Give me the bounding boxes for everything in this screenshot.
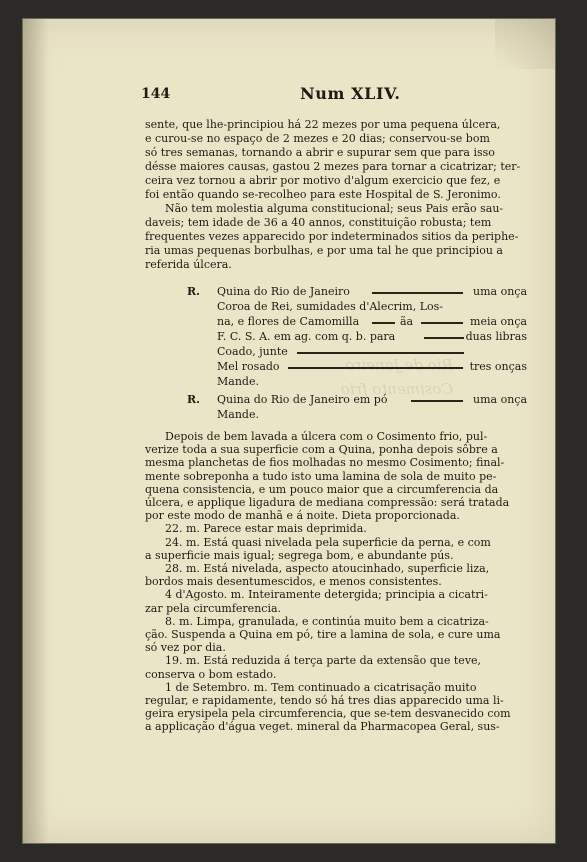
prescription-dose: meia onça bbox=[470, 315, 527, 328]
treatment-line: só vez por dia. bbox=[145, 641, 226, 655]
prescription-text: na, e flores de Camomilla bbox=[217, 315, 360, 328]
prescription-dose: uma onça bbox=[473, 393, 527, 406]
prescription-row bbox=[145, 314, 527, 329]
prescription-text: Coado, junte bbox=[217, 345, 288, 358]
intro-line: frequentes vezes apparecido por indeterminados sitios da periphe- bbox=[145, 230, 519, 243]
page-header bbox=[141, 86, 511, 106]
treatment-line: 28. m. Está nivelada, aspecto atoucinhado, superficie liza, bbox=[165, 562, 490, 575]
treatment-line: regular, e rapidamente, tendo só há tres dias apparecido uma li- bbox=[145, 694, 504, 707]
prescription-text: Mande. bbox=[217, 375, 259, 388]
intro-line: e curou-se no espaço de 2 mezes e 20 dias; conservou-se bom bbox=[145, 132, 490, 145]
intro-line: referida úlcera. bbox=[145, 258, 232, 271]
prescription-dose: tres onças bbox=[469, 360, 527, 373]
prescription-row bbox=[145, 344, 527, 359]
prescription-dose: uma onça bbox=[473, 285, 527, 298]
prescription-symbol: R. bbox=[187, 285, 200, 298]
treatment-line: ção. Suspenda a Quina em pó, tire a lamina de sola, e cure uma bbox=[145, 628, 501, 641]
treatment-line: mente sobreponha a tudo isto uma lamina de sola de muito pe- bbox=[145, 469, 497, 483]
prescription-text: Mande. bbox=[217, 408, 259, 421]
treatment-line: bordos mais desentumescidos, e menos consistentes. bbox=[145, 575, 442, 589]
intro-line: ceira vez tornou a abrir por motivo d'algum exercicio que fez, e bbox=[145, 174, 501, 187]
intro-line: Não tem molestia alguma constitucional; seus Pais erão sau- bbox=[165, 202, 504, 215]
prescription-symbol: R. bbox=[187, 393, 200, 406]
dose-leader-line bbox=[297, 352, 464, 354]
intro-line: ria umas pequenas borbulhas, e por uma tal he que principiou a bbox=[145, 244, 503, 257]
prescription-row bbox=[145, 329, 527, 344]
intro-line: daveis; tem idade de 36 a 40 annos, constituição robusta; tem bbox=[145, 216, 492, 229]
prescription-row bbox=[145, 284, 527, 299]
prescription-text: Quina do Rio de Janeiro em pó bbox=[217, 393, 388, 406]
dose-leader-line bbox=[411, 400, 463, 402]
treatment-line: 22. m. Parece estar mais deprimida. bbox=[165, 522, 367, 536]
intro-line: désse maiores causas, gastou 2 mezes para tornar a cicatrizar; ter- bbox=[145, 160, 521, 173]
prescription-row bbox=[145, 392, 527, 407]
treatment-line: 24. m. Está quasi nivelada pela superficie da perna, e com bbox=[165, 535, 491, 549]
treatment-line: 8. m. Limpa, granulada, e continúa muito bem a cicatriza- bbox=[165, 614, 489, 628]
dose-leader-line bbox=[372, 292, 463, 294]
prescription-row bbox=[145, 299, 527, 314]
treatment-line: verize toda a sua superficie com a Quina, ponha depois sôbre a bbox=[145, 443, 498, 457]
treatment-line: por este modo de manhã e á noite. Dieta proporcionada. bbox=[145, 509, 460, 523]
intro-line: foi então quando se-recolheo para este Hospital de S. Jeronimo. bbox=[145, 188, 501, 201]
prescription-text: Quina do Rio de Janeiro bbox=[217, 285, 350, 298]
prescription-row bbox=[145, 407, 527, 422]
treatment-line: 4 d'Agosto. m. Inteiramente detergida; principia a cicatri- bbox=[165, 588, 488, 602]
treatment-line: a applicação d'água veget. mineral da Pharmacopea Geral, sus- bbox=[145, 720, 500, 734]
prescription-row bbox=[145, 374, 527, 389]
prescription-text: Mel rosado bbox=[217, 360, 280, 373]
running-title: Num XLIV. bbox=[300, 84, 401, 103]
treatment-line: a superficie mais igual; segrega bom, e abundante pús. bbox=[145, 548, 454, 562]
treatment-line: 19. m. Está reduzida á terça parte da extensão que teve, bbox=[165, 654, 482, 668]
dose-leader-line bbox=[424, 337, 464, 339]
treatment-line: zar pela circumferencia. bbox=[145, 601, 282, 615]
treatment-line: 1 de Setembro. m. Tem continuado a cicatrisação muito bbox=[165, 680, 477, 694]
treatment-line: mesma planchetas de fios molhadas no mesmo Cosimento; final- bbox=[145, 456, 505, 470]
prescription-dose: duas libras bbox=[465, 330, 527, 343]
page-number: 144 bbox=[141, 86, 171, 102]
treatment-line: geira erysipela pela circumferencia, que se-tem desvanecido com bbox=[145, 707, 511, 721]
prescription-text: Coroa de Rei, sumidades d'Alecrim, Los- bbox=[217, 300, 443, 313]
dose-leader-line bbox=[288, 367, 463, 369]
prescription-text: F. C. S. A. em ag. com q. b. para bbox=[217, 330, 396, 343]
treatment-line: conserva o bom estado. bbox=[145, 667, 277, 681]
treatment-line: quena consistencia, e um pouco maior que a circumferencia da bbox=[145, 482, 499, 496]
intro-line: sente, que lhe-principiou há 22 mezes por uma pequena úlcera, bbox=[145, 118, 501, 131]
reverse-print-shadow: Rio de Janeiro Cosimento frio bbox=[340, 356, 453, 398]
intro-line: só tres semanas, tornando a abrir e supurar sem que para isso bbox=[145, 146, 495, 159]
dose-leader-line bbox=[421, 322, 463, 324]
prescription-row bbox=[145, 359, 527, 374]
treatment-line: Depois de bem lavada a úlcera com o Cosimento frio, pul- bbox=[165, 430, 488, 443]
dose-leader-line bbox=[372, 322, 395, 324]
treatment-line: úlcera, e applique ligadura de mediana compressão: será tratada bbox=[145, 496, 510, 509]
prescription-mid-text: ãa bbox=[400, 315, 414, 328]
